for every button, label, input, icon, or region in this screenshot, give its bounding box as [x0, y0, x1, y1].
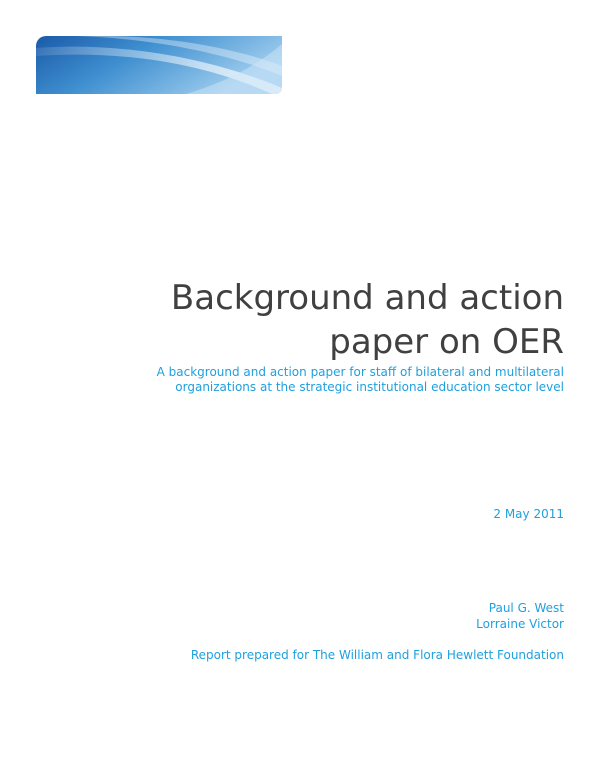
author-name: Paul G. West	[488, 601, 564, 615]
prepared-for-note: Report prepared for The William and Flora Hewlett Foundation	[190, 648, 564, 662]
subtitle-line-2: organizations at the strategic institutional education sector level	[175, 380, 564, 394]
document-subtitle	[94, 365, 564, 395]
title-line-1: Background and action	[170, 278, 564, 318]
author-name: Lorraine Victor	[476, 617, 564, 631]
document-title	[84, 276, 564, 364]
subtitle-line-1: A background and action paper for staff of bilateral and multilateral	[156, 365, 564, 379]
document-date: 2 May 2011	[493, 507, 564, 521]
title-line-2: paper on OER	[329, 322, 564, 362]
cover-banner-graphic	[36, 36, 282, 94]
author-list	[476, 600, 564, 632]
